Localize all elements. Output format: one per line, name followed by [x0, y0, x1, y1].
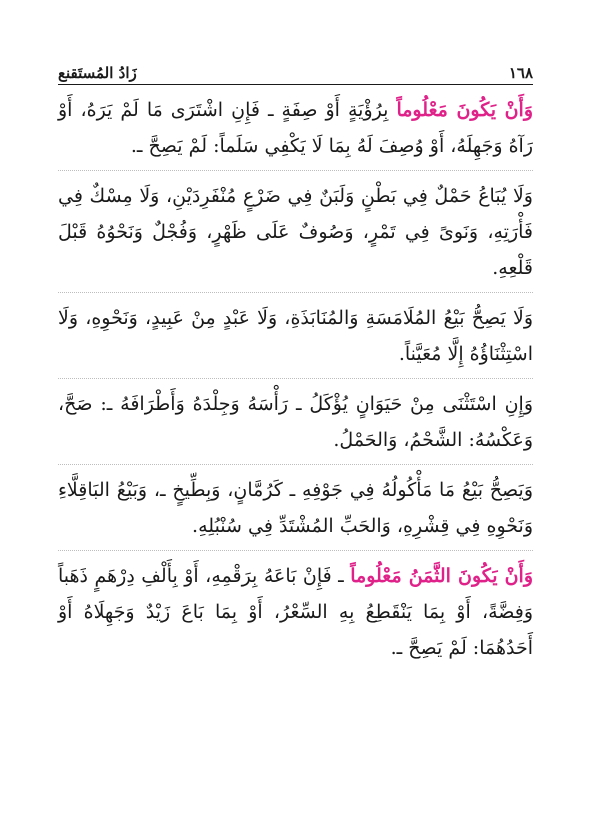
paragraph-1	[58, 92, 533, 171]
matn-highlight: وَأَنْ يَكُونَ الثَّمَنُ مَعْلُوماً	[350, 565, 533, 587]
paragraph-text: بِرُؤْيَةٍ أَوْ صِفَةٍ ـ فَإِنِ اشْتَرَى مَا لَمْ يَرَهُ، أَوْ رَآهُ وَجَهِلَهُ، أَوْ وُصِفَ لَهُ بِمَا لَا يَكْفِي سَلَماً: لَمْ يَصِحَّ ـ.	[58, 99, 533, 157]
book-title: زَادُ المُستَقنع	[58, 64, 137, 82]
paragraph-text: وَلَا يُبَاعُ حَمْلٌ فِي بَطْنٍ وَلَبَنٌ فِي ضَرْعٍ مُنْفَرِدَيْنِ، وَلَا مِسْكٌ فِي فَأْرَتِهِ، وَنَوىً فِي تَمْرٍ، وَصُوفٌ عَلَى ظَهْرٍ، وَفُجْلٌ وَنَحْوُهُ قَبْلَ قَلْعِهِ.	[58, 185, 533, 279]
paragraph-text: وَيَصِحُّ بَيْعُ مَا مَأْكُولُهُ فِي جَوْفِهِ ـ كَرُمَّانٍ، وَبِطِّيخٍ ـ، وَبَيْعُ البَاقِلَّاءِ وَنَحْوِهِ فِي قِشْرِهِ، وَالحَبِّ المُشْتَدِّ فِي سُنْبُلِهِ.	[58, 479, 533, 537]
paragraph-text: ـ فَإِنْ بَاعَهُ بِرَقْمِهِ، أَوْ بِأَلْفِ دِرْهَمٍ ذَهَباً وَفِضَّةً، أَوْ بِمَا يَنْقَطِعُ بِهِ السِّعْرُ، أَوْ بِمَا بَاعَ زَيْدٌ وَجَهِلَاهُ أَوْ أَحَدُهُمَا: لَمْ يَصِحَّ ـ.	[58, 565, 533, 659]
paragraph-5	[58, 472, 533, 551]
paragraph-3	[58, 300, 533, 379]
paragraph-4	[58, 386, 533, 465]
running-header	[58, 56, 533, 82]
paragraph-2	[58, 178, 533, 293]
matn-highlight: وَأَنْ يَكُونَ مَعْلُوماً	[396, 99, 534, 121]
paragraph-text: وَإِنِ اسْتَثْنَى مِنْ حَيَوَانٍ يُؤْكَلُ ـ رَأْسَهُ وَجِلْدَهُ وَأَطْرَافَهُ ـ: صَحَّ، وَعَكْسُهُ: الشَّحْمُ، وَالحَمْلُ.	[58, 393, 533, 451]
paragraph-6	[58, 558, 533, 672]
body-text	[58, 92, 533, 679]
paragraph-text: وَلَا يَصِحُّ بَيْعُ المُلَامَسَةِ وَالمُنَابَذَةِ، وَلَا عَبْدٍ مِنْ عَبِيدٍ، وَنَحْوِهِ، وَلَا اسْتِثْنَاؤُهُ إِلَّا مُعَيَّناً.	[58, 307, 533, 365]
page-number: ١٦٨	[508, 64, 533, 82]
header-rule	[58, 84, 533, 85]
